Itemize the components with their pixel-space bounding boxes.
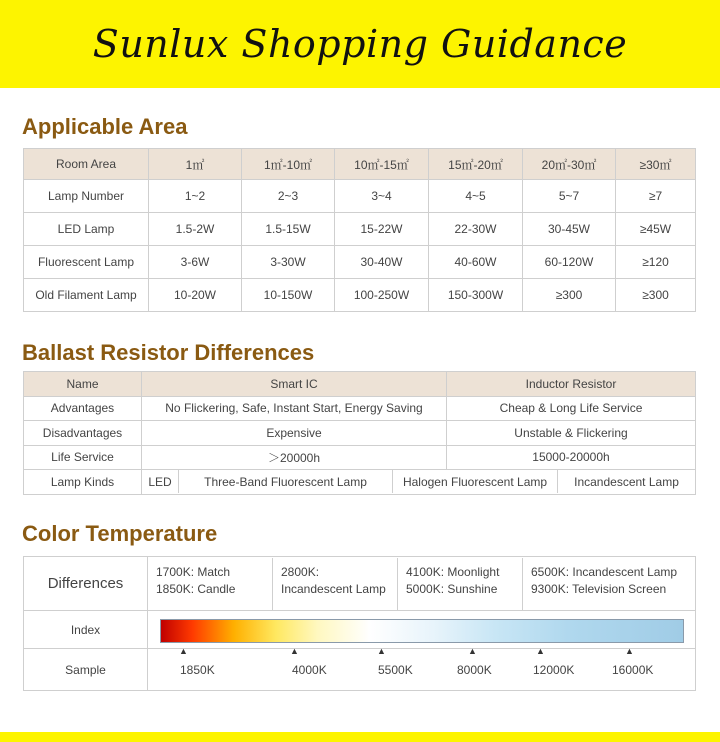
difference-line: Incandescent Lamp	[281, 581, 386, 596]
table-cell: 4~5	[429, 180, 523, 213]
sample-value: 16000K	[612, 663, 654, 677]
row-label: Fluorescent Lamp	[24, 246, 149, 279]
lamp-kind: Halogen Fluorescent Lamp	[393, 470, 558, 493]
table-cell: 150-300W	[429, 279, 523, 312]
differences-cell	[148, 557, 696, 611]
lamp-kind: LED	[142, 470, 179, 493]
table-row	[24, 470, 696, 495]
marker-icon: ▲	[179, 646, 188, 656]
table-cell: 3~4	[335, 180, 429, 213]
table-cell: 100-250W	[335, 279, 429, 312]
sample-value: 1850K	[180, 663, 215, 677]
marker-icon: ▲	[377, 646, 386, 656]
table-cell: ≥7	[616, 180, 696, 213]
row-label: Lamp Kinds	[24, 470, 142, 495]
table-cell: 10-150W	[242, 279, 335, 312]
applicable-area-table	[23, 148, 696, 312]
table-header-row	[24, 372, 696, 397]
difference-line: 1700K: Match	[156, 564, 231, 579]
header-cell: 1㎡-10㎡	[242, 149, 335, 180]
row-label: Index	[24, 611, 148, 649]
row-label: Advantages	[24, 396, 142, 421]
table-cell: 60-120W	[523, 246, 616, 279]
table-cell: 30-40W	[335, 246, 429, 279]
table-cell: ≥300	[616, 279, 696, 312]
table-cell: 1.5-2W	[149, 213, 242, 246]
difference-item	[273, 558, 398, 610]
row-label: Old Filament Lamp	[24, 279, 149, 312]
sample-value: 4000K	[292, 663, 327, 677]
header-cell: ≥30㎡	[616, 149, 696, 180]
footer-bar	[0, 732, 720, 742]
table-row	[24, 445, 696, 470]
color-temp-title: Color Temperature	[22, 521, 218, 546]
sample-value: 5500K	[378, 663, 413, 677]
table-row	[24, 279, 696, 312]
table-cell: 22-30W	[429, 213, 523, 246]
table-cell: Unstable & Flickering	[447, 421, 696, 446]
header-cell: 20㎡-30㎡	[523, 149, 616, 180]
table-cell: 3-6W	[149, 246, 242, 279]
difference-item	[398, 558, 523, 610]
marker-icon: ▲	[625, 646, 634, 656]
applicable-area-title: Applicable Area	[22, 114, 188, 139]
row-label: Disadvantages	[24, 421, 142, 446]
table-cell: 5~7	[523, 180, 616, 213]
row-label: Sample	[24, 649, 148, 691]
header-cell: Inductor Resistor	[447, 372, 696, 397]
sample-value: 12000K	[533, 663, 575, 677]
table-row	[24, 649, 696, 691]
header-cell: 10㎡-15㎡	[335, 149, 429, 180]
header-cell: 15㎡-20㎡	[429, 149, 523, 180]
lamp-kinds-list	[142, 470, 695, 493]
table-header-row	[24, 149, 696, 180]
table-row	[24, 396, 696, 421]
header-cell: Room Area	[24, 149, 149, 180]
sample-value: 8000K	[457, 663, 492, 677]
table-cell: ＞20000h	[142, 445, 447, 470]
table-cell: Expensive	[142, 421, 447, 446]
table-cell: 30-45W	[523, 213, 616, 246]
table-row	[24, 246, 696, 279]
row-label: Lamp Number	[24, 180, 149, 213]
table-cell: ≥300	[523, 279, 616, 312]
table-row	[24, 213, 696, 246]
table-cell: ≥120	[616, 246, 696, 279]
header-cell: 1㎡	[149, 149, 242, 180]
page-title: Sunlux Shopping Guidance	[92, 22, 628, 66]
row-label: Life Service	[24, 445, 142, 470]
difference-item	[523, 558, 695, 610]
table-cell: No Flickering, Safe, Instant Start, Energy Saving	[142, 396, 447, 421]
table-cell: Cheap & Long Life Service	[447, 396, 696, 421]
table-cell: 3-30W	[242, 246, 335, 279]
table-cell: 40-60W	[429, 246, 523, 279]
differences-list	[148, 558, 695, 610]
difference-line: 2800K:	[281, 564, 320, 579]
row-label: Differences	[24, 557, 148, 611]
difference-line: 4100K: Moonlight	[406, 564, 500, 579]
table-row	[24, 421, 696, 446]
ballast-table	[23, 371, 696, 495]
table-cell: 10-20W	[149, 279, 242, 312]
difference-item	[148, 558, 273, 610]
table-cell: 15000-20000h	[447, 445, 696, 470]
row-label: LED Lamp	[24, 213, 149, 246]
color-temperature-gradient-bar	[160, 619, 684, 643]
table-row	[24, 557, 696, 611]
marker-icon: ▲	[468, 646, 477, 656]
header-cell: Name	[24, 372, 142, 397]
table-cell: 2~3	[242, 180, 335, 213]
marker-icon: ▲	[290, 646, 299, 656]
lamp-kind: Three-Band Fluorescent Lamp	[179, 470, 393, 493]
table-cell: 15-22W	[335, 213, 429, 246]
table-cell: ≥45W	[616, 213, 696, 246]
lamp-kinds-cell	[142, 470, 696, 495]
header-cell: Smart IC	[142, 372, 447, 397]
table-row	[24, 180, 696, 213]
difference-line: 6500K: Incandescent Lamp	[531, 564, 678, 579]
table-cell: 1.5-15W	[242, 213, 335, 246]
ballast-title: Ballast Resistor Differences	[22, 340, 315, 365]
marker-icon: ▲	[536, 646, 545, 656]
lamp-kind: Incandescent Lamp	[574, 474, 679, 489]
header-banner	[0, 0, 720, 88]
table-cell: 1~2	[149, 180, 242, 213]
difference-line: 9300K: Television Screen	[531, 581, 667, 596]
difference-line: 5000K: Sunshine	[406, 581, 498, 596]
difference-line: 1850K: Candle	[156, 581, 236, 596]
